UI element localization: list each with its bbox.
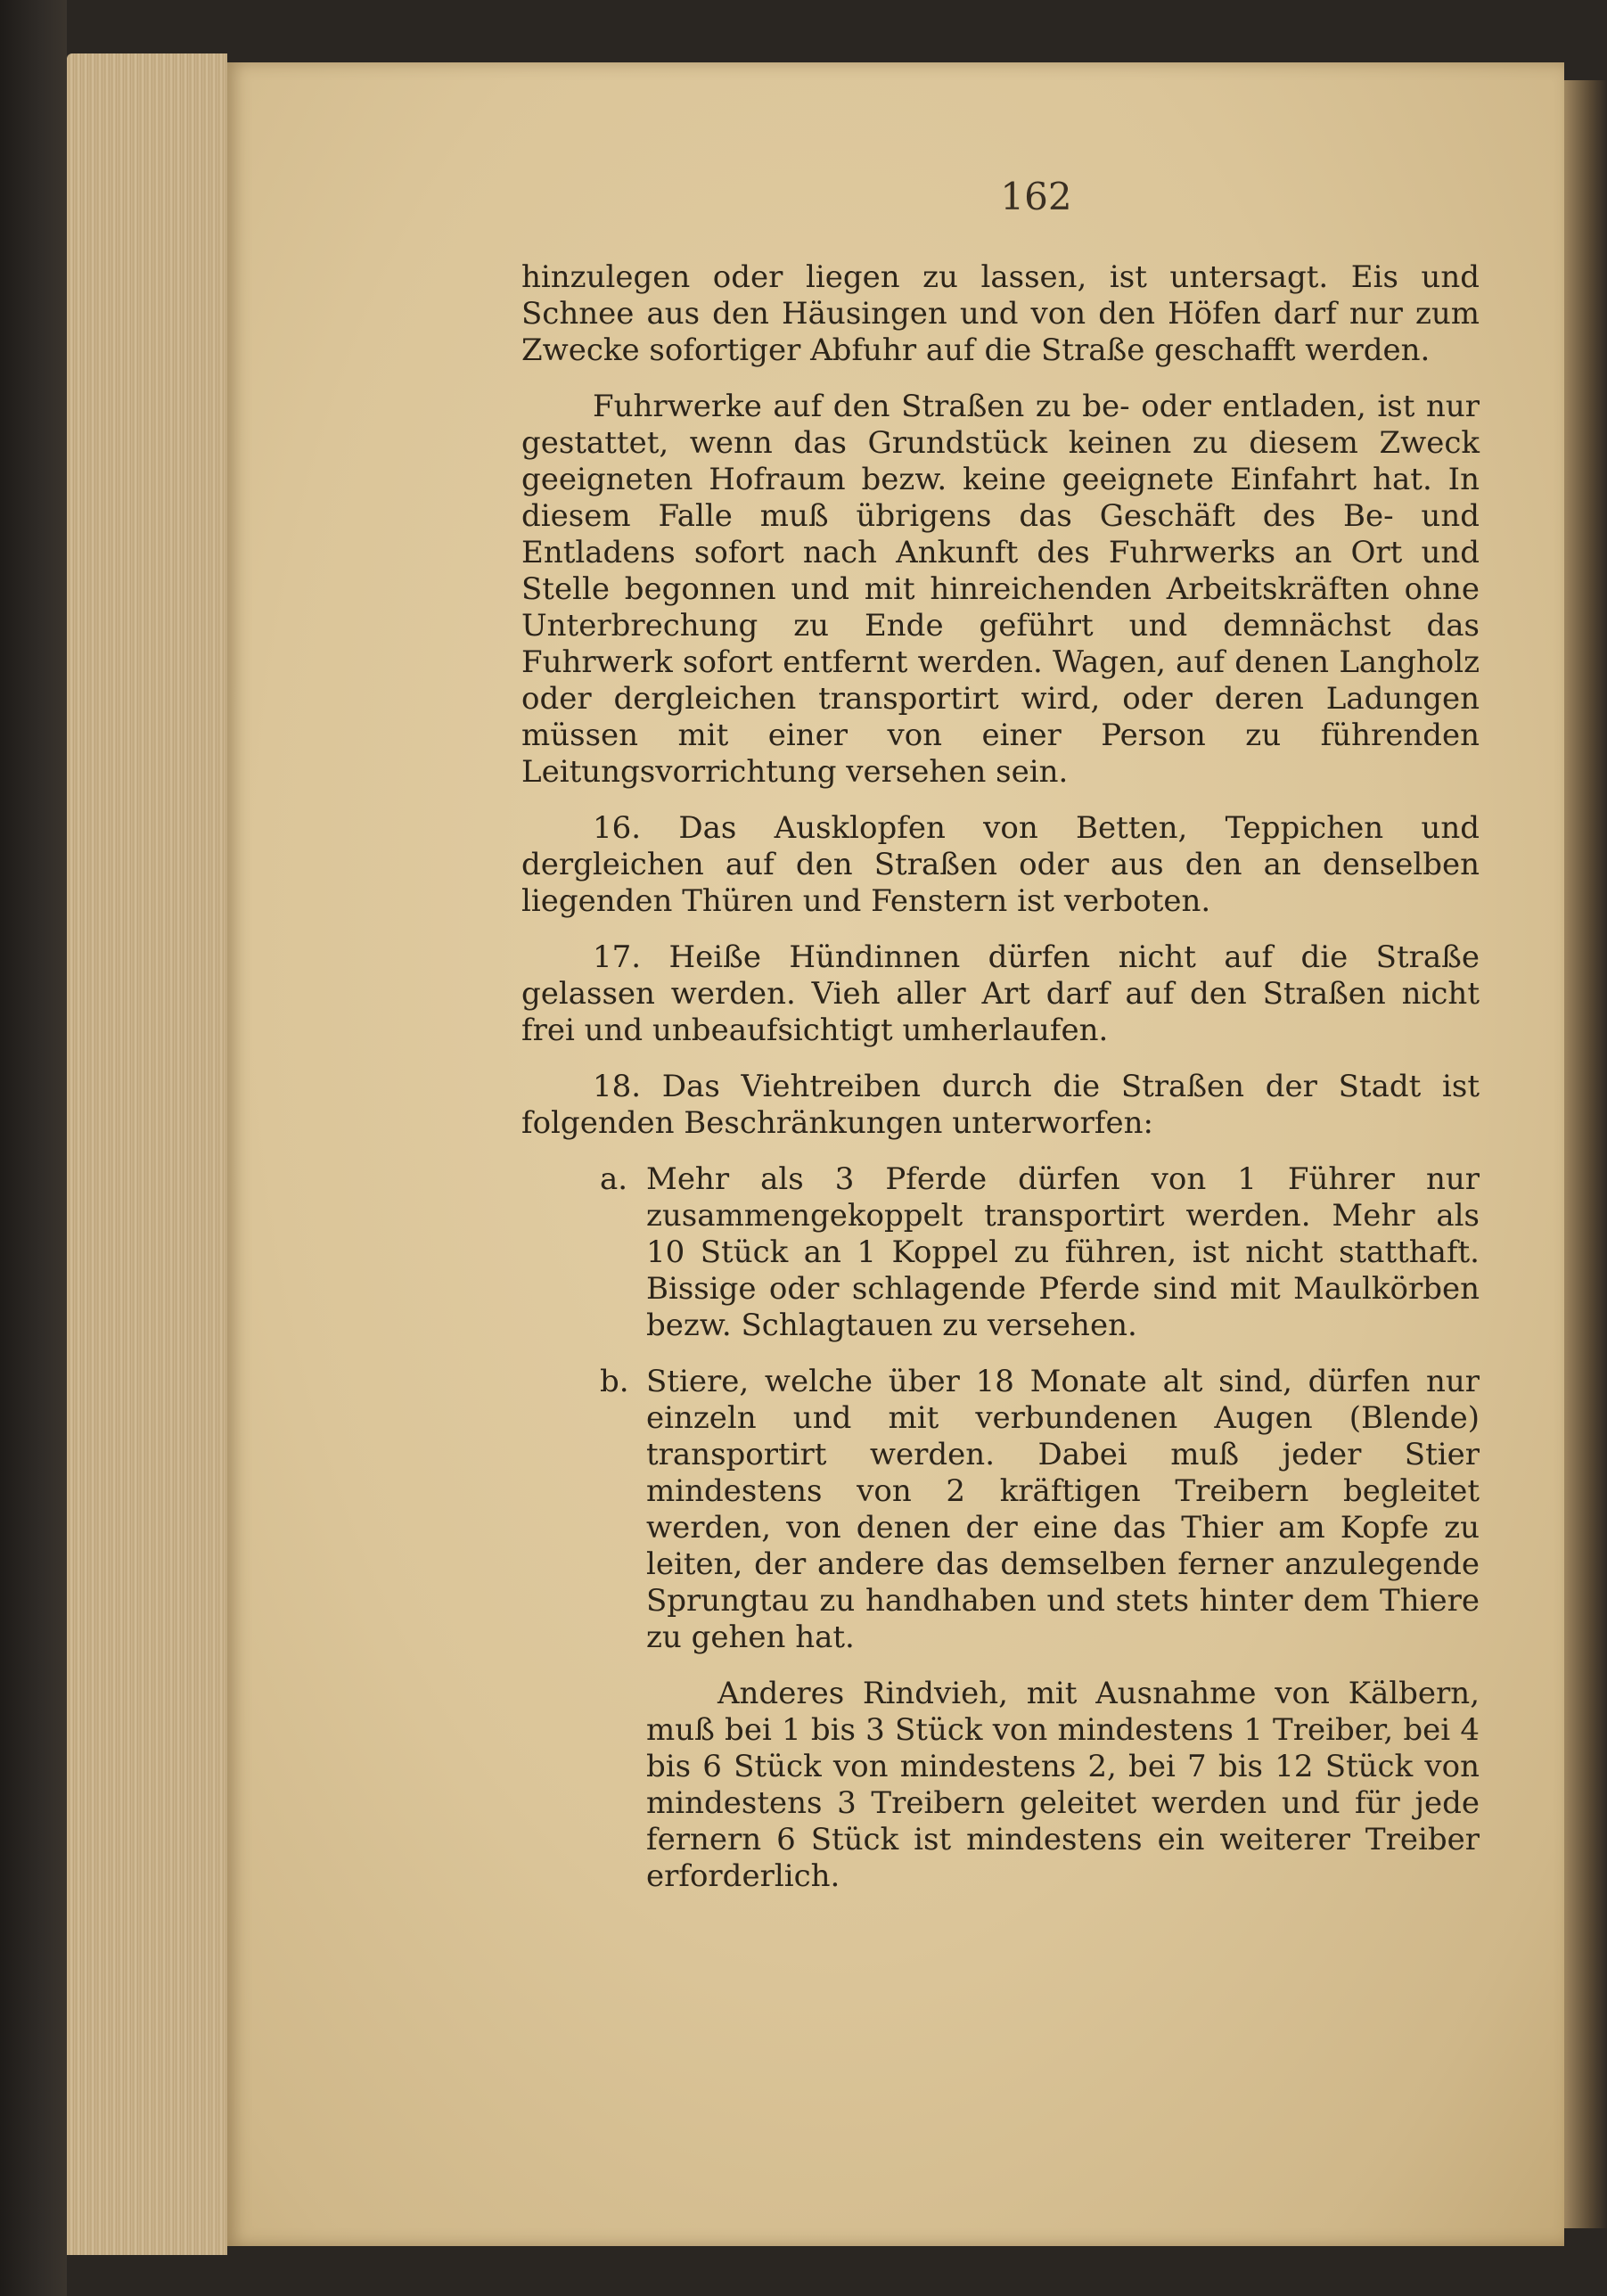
subitem-a-marker: a. [600, 1161, 628, 1197]
page-content [521, 175, 1480, 1895]
subitem-b-continuation: Anderes Rindvieh, mit Ausnahme von Kälbern, muß bei 1 bis 3 Stück von mindestens 1 Treiber, bei 4 bis 6 Stück von mindestens 2, bei 7 bis 12 Stück von mindestens 3 Treibern geleitet werden und für jede fernern 6 Stück ist mindestens ein weiterer Treiber erforderlich. [646, 1676, 1480, 1894]
paragraph-16: 16. Das Ausklopfen von Betten, Teppichen und dergleichen auf den Straßen oder aus den an denselben liegenden Thüren und Fenstern ist verboten. [521, 810, 1480, 919]
subitem-a-text: Mehr als 3 Pferde dürfen von 1 Führer nur zusammengekoppelt transportirt werden. Mehr als 10 Stück an 1 Koppel zu führen, ist nicht statthaft. Bissige oder schlagende Pferde sind mit Maulkörben bezw. Schlagtauen zu versehen. [646, 1161, 1480, 1343]
book-spine-edge [0, 0, 67, 2296]
paragraph-17: 17. Heiße Hündinnen dürfen nicht auf die Straße gelassen werden. Vieh aller Art darf auf den Straßen nicht frei und unbeaufsichtigt umherlaufen. [521, 939, 1480, 1048]
subitem-b-marker: b. [600, 1364, 629, 1399]
subitem-b [521, 1364, 1480, 1656]
subitem-b-text: Stiere, welche über 18 Monate alt sind, dürfen nur einzeln und mit verbundenen Augen (Blende) transportirt werden. Dabei muß jeder Stier mindestens von 2 kräftigen Treibern begleitet werden, von denen der eine das Thier am Kopfe zu leiten, der andere das demselben ferner anzulegende Sprungtau zu handhaben und stets hinter dem Thiere zu gehen hat. [646, 1364, 1480, 1655]
page-right-shadow [1564, 80, 1607, 2228]
subitem-a [521, 1161, 1480, 1344]
paragraph-fuhrwerke: Fuhrwerke auf den Straßen zu be- oder entladen, ist nur gestattet, wenn das Grundstück keinen zu diesem Zweck geeigneten Hofraum bezw. keine geeignete Einfahrt hat. In diesem Falle muß übrigens das Geschäft des Be- und Entladens sofort nach Ankunft des Fuhrwerks an Ort und Stelle begonnen und mit hinreichenden Arbeitskräften ohne Unterbrechung zu Ende geführt und demnächst das Fuhrwerk sofort entfernt werden. Wagen, auf denen Langholz oder dergleichen transportirt wird, oder deren Ladungen müssen mit einer von einer Person zu führenden Leitungsvorrichtung versehen sein. [521, 389, 1480, 790]
page-stack-edges [67, 53, 227, 2255]
paragraph-18: 18. Das Viehtreiben durch die Straßen der Stadt ist folgenden Beschränkungen unterworfen: [521, 1069, 1480, 1141]
paragraph-continuation: hinzulegen oder liegen zu lassen, ist untersagt. Eis und Schnee aus den Häusingen und von den Höfen darf nur zum Zwecke sofortiger Abfuhr auf die Straße geschafft werden. [521, 259, 1480, 368]
page-number: 162 [1000, 175, 1072, 218]
